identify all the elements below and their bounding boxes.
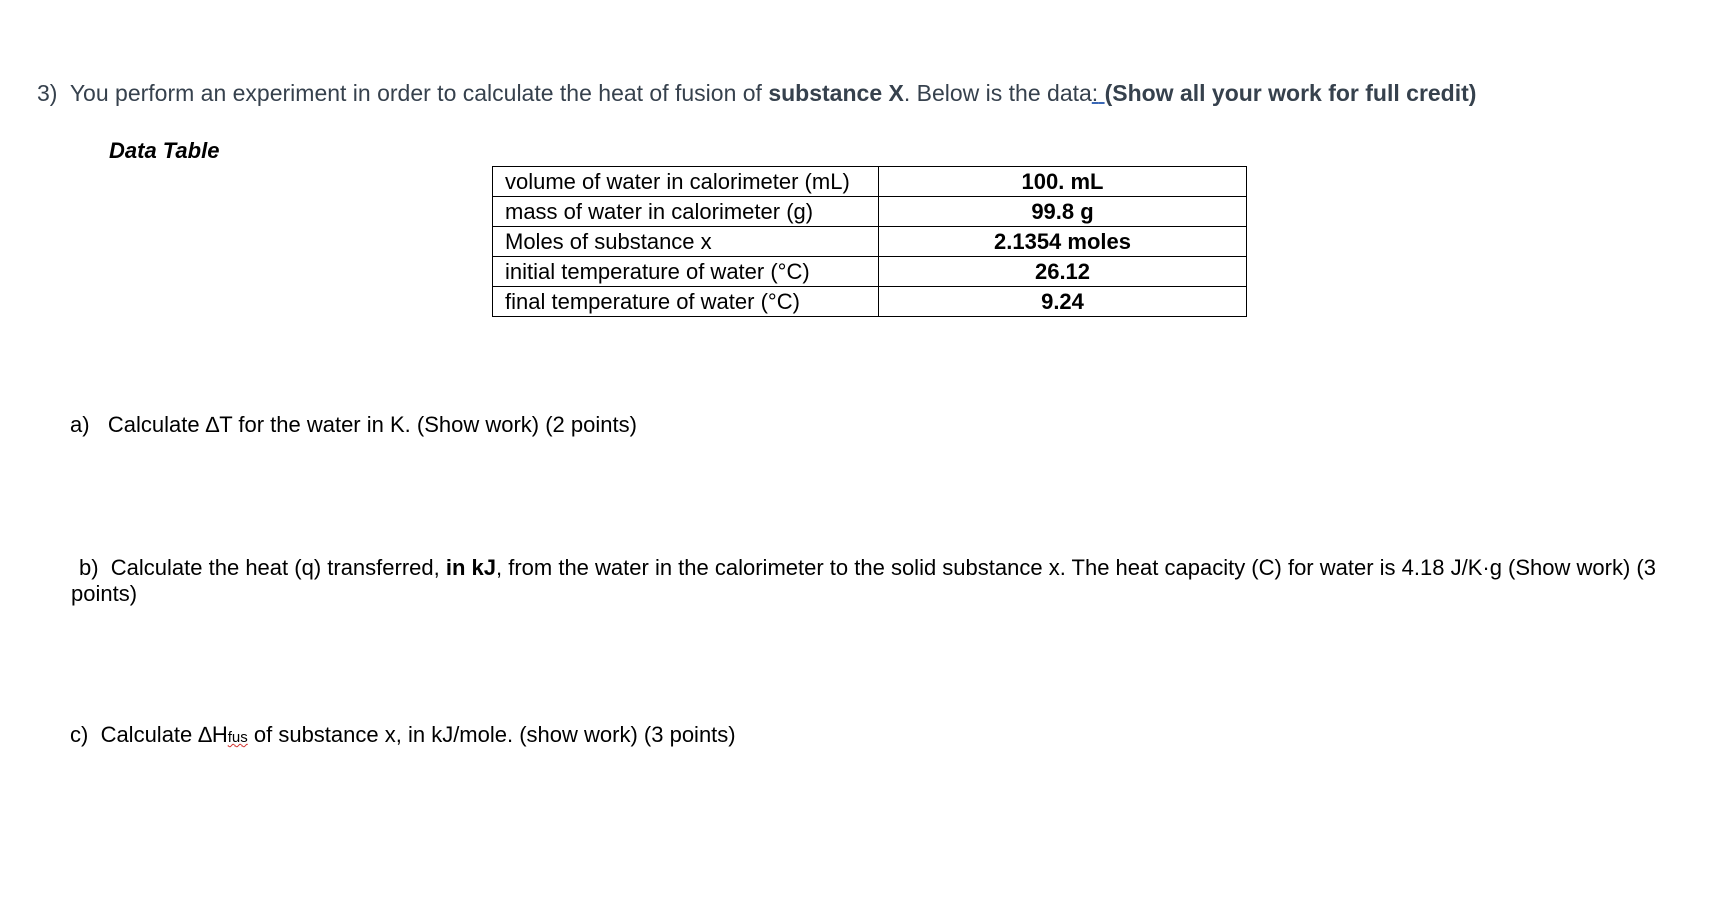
- part-b-letter: b): [79, 555, 99, 580]
- row-value: 100. mL: [879, 167, 1247, 197]
- table-row: [493, 287, 1247, 317]
- row-value: 26.12: [879, 257, 1247, 287]
- part-b: [71, 555, 1691, 607]
- part-c-text-after: of substance x, in kJ/mole. (show work) (3 points): [247, 722, 736, 747]
- data-table-title: Data Table: [109, 138, 220, 163]
- question-3-header: [37, 80, 1476, 107]
- question-text: You perform an experiment in order to calculate the heat of fusion of: [69, 80, 769, 106]
- part-b-text-before: Calculate the heat (q) transferred,: [110, 555, 446, 580]
- question-text-middle: . Below is the data: [903, 80, 1092, 106]
- substance-name: substance X: [768, 80, 904, 106]
- row-label: Moles of substance x: [493, 227, 879, 257]
- fus-subscript: fus: [227, 729, 248, 746]
- part-b-unit-emphasis: in kJ: [445, 555, 496, 580]
- work-instruction: (Show all your work for full credit): [1104, 80, 1477, 106]
- table-row: [493, 167, 1247, 197]
- part-c-text-before: Calculate ∆H: [100, 722, 228, 747]
- part-a-letter: a): [70, 412, 90, 437]
- row-label: mass of water in calorimeter (g): [493, 197, 879, 227]
- underlined-colon: :: [1091, 80, 1099, 106]
- row-value: 99.8 g: [879, 197, 1247, 227]
- question-number: 3): [37, 80, 58, 106]
- part-b-text-after: , from the water in the calorimeter to the solid substance x. The heat capacity (C) for water is 4.18 J/K·g (Show work) (3 points): [71, 555, 1656, 606]
- table-row: [493, 227, 1247, 257]
- data-table: [492, 166, 1247, 317]
- table-row: [493, 197, 1247, 227]
- row-value: 9.24: [879, 287, 1247, 317]
- part-a-text: Calculate ∆T for the water in K. (Show work) (2 points): [107, 412, 637, 437]
- row-label: volume of water in calorimeter (mL): [493, 167, 879, 197]
- row-label: initial temperature of water (°C): [493, 257, 879, 287]
- part-c: [70, 722, 736, 748]
- row-value: 2.1354 moles: [879, 227, 1247, 257]
- part-a: [70, 412, 637, 438]
- part-c-letter: c): [70, 722, 89, 747]
- table-row: [493, 257, 1247, 287]
- row-label: final temperature of water (°C): [493, 287, 879, 317]
